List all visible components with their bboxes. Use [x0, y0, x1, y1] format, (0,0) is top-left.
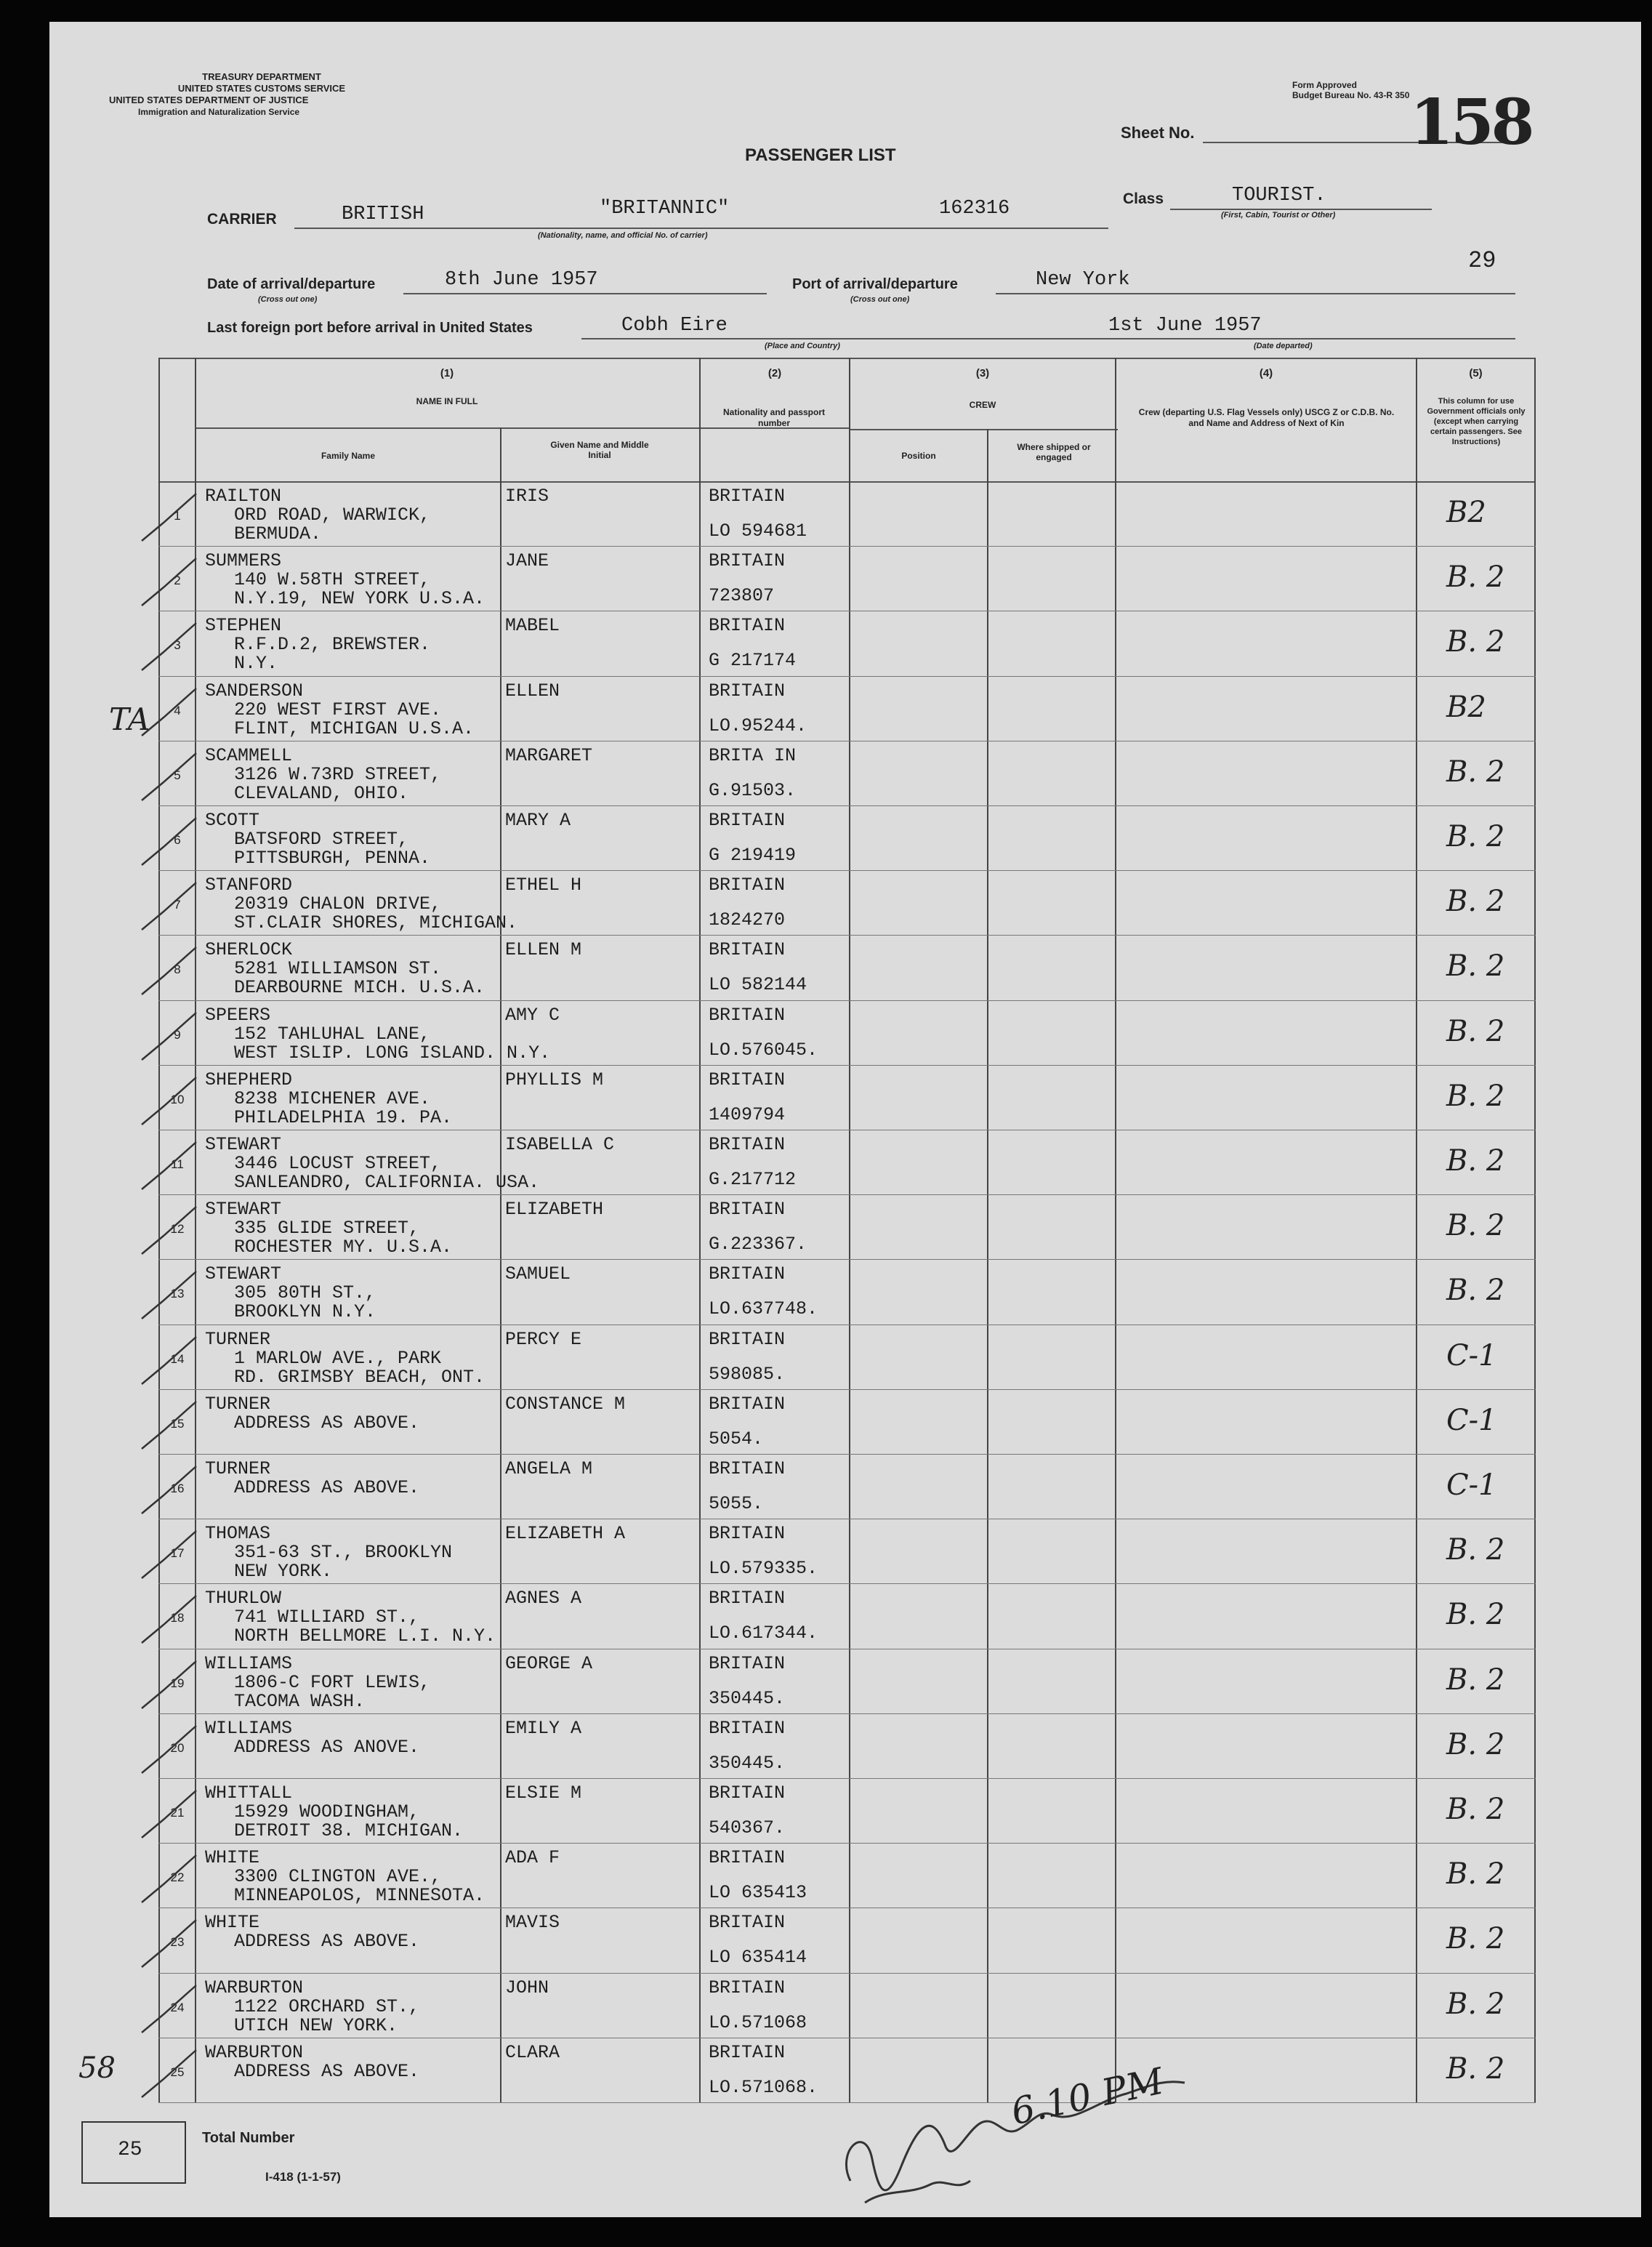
- class-caption: (First, Cabin, Tourist or Other): [1221, 211, 1336, 220]
- given-name: SAMUEL: [505, 1263, 571, 1285]
- nationality: BRITAIN: [709, 875, 786, 896]
- row-number: 13: [170, 1287, 185, 1301]
- check-mark-icon: [134, 1982, 200, 2040]
- agency-block: [109, 71, 414, 118]
- nationality: BRITAIN: [709, 810, 786, 831]
- given-name: ISABELLA C: [505, 1134, 615, 1155]
- row-divider: [158, 1843, 1536, 1844]
- last-port-value: Cobh Eire: [621, 315, 728, 337]
- official-code: B. 2: [1446, 1015, 1505, 1048]
- given-name: JOHN: [505, 1977, 549, 1998]
- check-mark-icon: [134, 1592, 200, 1650]
- address-line-2: PITTSBURGH, PENNA.: [234, 848, 431, 869]
- address-line-2: SANLEANDRO, CALIFORNIA. USA.: [234, 1172, 540, 1193]
- given-name: MARGARET: [505, 745, 593, 766]
- row-number: 4: [174, 704, 181, 717]
- address-line-2: BROOKLYN N.Y.: [234, 1301, 376, 1322]
- sheet-number: 158: [1410, 86, 1532, 159]
- port-label: Port of arrival/departure: [792, 276, 958, 292]
- passport-number: 598085.: [709, 1364, 786, 1385]
- date-crossout-caption: (Cross out one): [258, 295, 318, 304]
- official-code: B2: [1446, 691, 1486, 724]
- passport-number: 1824270: [709, 909, 786, 930]
- nationality: BRITAIN: [709, 615, 786, 636]
- passport-number: LO.571068: [709, 2012, 807, 2033]
- nationality: BRITAIN: [709, 1069, 786, 1090]
- check-mark-icon: [134, 1333, 200, 1391]
- address-line-1: ORD ROAD, WARWICK,: [234, 505, 431, 526]
- address-line-2: DETROIT 38. MICHIGAN.: [234, 1820, 464, 1841]
- check-mark-icon: [134, 1657, 200, 1716]
- family-name: WARBURTON: [205, 2042, 304, 2063]
- row-number: 6: [174, 833, 181, 847]
- family-name: SCOTT: [205, 810, 260, 831]
- nationality: BRITAIN: [709, 1134, 786, 1155]
- official-code: B. 2: [1446, 1080, 1505, 1113]
- row-number: 10: [170, 1093, 185, 1106]
- address-line-1: 1 MARLOW AVE., PARK: [234, 1348, 442, 1369]
- arrival-date: 8th June 1957: [445, 269, 598, 291]
- row-number: 25: [170, 2065, 185, 2079]
- family-name: STANFORD: [205, 875, 293, 896]
- address-line-2: N.Y.: [234, 653, 278, 674]
- passport-number: LO.571068.: [709, 2077, 818, 2098]
- address-line-1: 305 80TH ST.,: [234, 1282, 376, 1303]
- address-line-2: CLEVALAND, OHIO.: [234, 783, 409, 804]
- carrier-label: CARRIER: [207, 211, 277, 228]
- carrier-caption: (Nationality, name, and official No. of carrier): [538, 231, 708, 240]
- address-line-1: 3446 LOCUST STREET,: [234, 1153, 442, 1174]
- given-name: MAVIS: [505, 1912, 560, 1933]
- check-mark-icon: [134, 1787, 200, 1845]
- row-number: 9: [174, 1028, 181, 1042]
- check-mark-icon: [134, 1527, 200, 1585]
- official-code: B. 2: [1446, 1922, 1505, 1955]
- row-divider: [158, 1454, 1536, 1455]
- official-code: B. 2: [1446, 1793, 1505, 1826]
- given-name: CONSTANCE M: [505, 1394, 626, 1415]
- family-name: SHERLOCK: [205, 939, 293, 960]
- check-mark-icon: [134, 1463, 200, 1521]
- check-mark-icon: [134, 1009, 200, 1067]
- col4-number: (4): [1259, 367, 1273, 379]
- address-line-2: N.Y.19, NEW YORK U.S.A.: [234, 588, 485, 609]
- nationality: BRITAIN: [709, 1718, 786, 1739]
- row-number: 20: [170, 1741, 185, 1755]
- nationality: BRITAIN: [709, 1912, 786, 1933]
- row-divider: [158, 676, 1536, 677]
- handwritten-number: 29: [1468, 247, 1496, 274]
- row-divider: [158, 1778, 1536, 1779]
- nationality: BRITAIN: [709, 680, 786, 702]
- family-name-header: Family Name: [321, 451, 376, 461]
- row-number: 21: [170, 1806, 185, 1820]
- passport-number: LO.637748.: [709, 1298, 818, 1319]
- nationality: BRITAIN: [709, 939, 786, 960]
- official-code: C-1: [1446, 1468, 1497, 1502]
- row-divider: [158, 1000, 1536, 1001]
- family-name: STEWART: [205, 1263, 282, 1285]
- port-value: New York: [1036, 269, 1130, 291]
- signature-date: 6.10 PM: [1007, 2059, 1167, 2134]
- family-name: STEWART: [205, 1134, 282, 1155]
- nationality: BRITAIN: [709, 1263, 786, 1285]
- address-line-2: BERMUDA.: [234, 523, 322, 544]
- passport-number: 723807: [709, 585, 775, 606]
- passport-number: G 217174: [709, 650, 797, 671]
- position-header: Position: [901, 451, 936, 461]
- family-name: THURLOW: [205, 1588, 282, 1609]
- col2-title: Nationality and passport number: [722, 407, 826, 428]
- given-name: ETHEL H: [505, 875, 582, 896]
- row-number: 23: [170, 1935, 185, 1949]
- row-number: 5: [174, 768, 181, 782]
- given-name: EMILY A: [505, 1718, 582, 1739]
- family-name: THOMAS: [205, 1523, 271, 1544]
- given-name: ANGELA M: [505, 1458, 593, 1479]
- row-divider: [158, 546, 1536, 547]
- check-mark-icon: [134, 555, 200, 613]
- carrier-official-no: 162316: [939, 198, 1010, 220]
- passport-number: LO 635413: [709, 1882, 807, 1903]
- passport-number: 350445.: [709, 1688, 786, 1709]
- row-number: 8: [174, 962, 181, 976]
- row-number: 19: [170, 1676, 185, 1690]
- col3-number: (3): [975, 367, 990, 379]
- row-number: 11: [171, 1157, 184, 1171]
- given-name: ELIZABETH A: [505, 1523, 626, 1544]
- given-name: GEORGE A: [505, 1653, 593, 1674]
- passport-number: G 219419: [709, 845, 797, 866]
- passport-number: G.91503.: [709, 780, 797, 801]
- family-name: TURNER: [205, 1329, 271, 1350]
- official-code: B. 2: [1446, 1144, 1505, 1178]
- margin-note-ta: TA: [109, 702, 150, 737]
- family-name: WHITE: [205, 1912, 260, 1933]
- given-name: CLARA: [505, 2042, 560, 2063]
- agency-line: UNITED STATES CUSTOMS SERVICE: [177, 83, 346, 94]
- row-number: 16: [170, 1482, 185, 1495]
- passport-number: 540367.: [709, 1817, 786, 1838]
- family-name: SPEERS: [205, 1005, 271, 1026]
- address-line-1: ADDRESS AS ABOVE.: [234, 1477, 420, 1498]
- check-mark-icon: [134, 2046, 200, 2105]
- official-code: B. 2: [1446, 1274, 1505, 1307]
- address-line-1: 140 W.58TH STREET,: [234, 569, 431, 590]
- address-line-1: ADDRESS AS ABOVE.: [234, 1931, 420, 1952]
- family-name: WHITE: [205, 1847, 260, 1868]
- official-code: B2: [1446, 496, 1486, 529]
- check-mark-icon: [134, 944, 200, 1002]
- row-divider: [158, 1389, 1536, 1390]
- nationality: BRITAIN: [709, 1005, 786, 1026]
- check-mark-icon: [134, 1268, 200, 1326]
- nationality: BRITAIN: [709, 1847, 786, 1868]
- row-number: 14: [170, 1352, 185, 1366]
- passport-number: 5054.: [709, 1428, 764, 1450]
- address-line-2: MINNEAPOLOS, MINNESOTA.: [234, 1885, 485, 1906]
- given-name: ELLEN: [505, 680, 560, 702]
- col3-title: CREW: [969, 400, 996, 410]
- row-divider: [158, 1713, 1536, 1714]
- given-name: PERCY E: [505, 1329, 582, 1350]
- address-line-1: 3126 W.73RD STREET,: [234, 764, 442, 785]
- given-name: ELSIE M: [505, 1782, 582, 1804]
- family-name: RAILTON: [205, 486, 282, 507]
- row-divider: [158, 870, 1536, 871]
- official-code: B. 2: [1446, 1533, 1505, 1567]
- address-line-2: DEARBOURNE MICH. U.S.A.: [234, 977, 485, 998]
- passport-number: LO 635414: [709, 1947, 807, 1968]
- col5-number: (5): [1469, 367, 1483, 379]
- row-number: 15: [170, 1417, 185, 1431]
- nationality: BRITAIN: [709, 1653, 786, 1674]
- given-name: ELLEN M: [505, 939, 582, 960]
- class-value: TOURIST.: [1232, 185, 1326, 206]
- total-box: [81, 2121, 186, 2184]
- row-number: 17: [170, 1546, 185, 1560]
- col1-number: (1): [440, 367, 454, 379]
- col4-title: Crew (departing U.S. Flag Vessels only) USCG Z or C.D.B. No. and Name and Address of Next of Kin: [1138, 407, 1395, 428]
- check-mark-icon: [134, 1074, 200, 1132]
- row-number: 22: [170, 1870, 185, 1884]
- address-line-1: ADDRESS AS ABOVE.: [234, 1412, 420, 1434]
- official-code: B. 2: [1446, 1987, 1505, 2021]
- check-mark-icon: [134, 1916, 200, 1974]
- budget-bureau: Budget Bureau No. 43-R 350: [1292, 90, 1410, 100]
- family-name: SHEPHERD: [205, 1069, 293, 1090]
- margin-note-58: 58: [78, 2051, 116, 2085]
- address-line-2: UTICH NEW YORK.: [234, 2015, 398, 2036]
- given-name: IRIS: [505, 486, 549, 507]
- passport-number: LO 594681: [709, 520, 807, 542]
- address-line-1: ADDRESS AS ANOVE.: [234, 1737, 420, 1758]
- row-divider: [158, 1065, 1536, 1066]
- family-name: SUMMERS: [205, 550, 282, 571]
- nationality: BRITAIN: [709, 1523, 786, 1544]
- given-name: ADA F: [505, 1847, 560, 1868]
- address-line-1: 351-63 ST., BROOKLYN: [234, 1542, 453, 1563]
- col5-title: This column for use Government officials only (except when carrying certain passengers. See Instructions): [1427, 397, 1526, 446]
- official-code: B. 2: [1446, 625, 1505, 659]
- address-line-2: NEW YORK.: [234, 1561, 333, 1582]
- official-code: C-1: [1446, 1404, 1497, 1437]
- address-line-1: 152 TAHLUHAL LANE,: [234, 1024, 431, 1045]
- row-divider: [158, 805, 1536, 806]
- given-name: ELIZABETH: [505, 1199, 604, 1220]
- last-port-label: Last foreign port before arrival in United States: [207, 320, 533, 336]
- given-name: JANE: [505, 550, 549, 571]
- address-line-1: 8238 MICHENER AVE.: [234, 1088, 431, 1109]
- col2-number: (2): [767, 367, 782, 379]
- date-departed-caption: (Date departed): [1254, 342, 1313, 350]
- class-label: Class: [1123, 190, 1164, 207]
- check-mark-icon: [134, 1203, 200, 1261]
- passport-number: LO.617344.: [709, 1623, 818, 1644]
- given-name: PHYLLIS M: [505, 1069, 604, 1090]
- nationality: BRITAIN: [709, 1977, 786, 1998]
- official-code: B. 2: [1446, 949, 1505, 983]
- agency-line: TREASURY DEPARTMENT: [202, 71, 321, 82]
- row-number: 7: [174, 898, 181, 912]
- address-line-2: ST.CLAIR SHORES, MICHIGAN.: [234, 912, 518, 933]
- address-line-2: TACOMA WASH.: [234, 1691, 366, 1712]
- family-name: WARBURTON: [205, 1977, 304, 1998]
- official-code: B. 2: [1446, 820, 1505, 853]
- address-line-2: NORTH BELLMORE L.I. N.Y.: [234, 1625, 496, 1647]
- passport-number: G.217712: [709, 1169, 797, 1190]
- nationality: BRITAIN: [709, 1458, 786, 1479]
- where-shipped-header: Where shipped or engaged: [1017, 442, 1091, 462]
- passport-number: LO.579335.: [709, 1558, 818, 1579]
- row-divider: [158, 1973, 1536, 1974]
- row-divider: [158, 1194, 1536, 1195]
- family-name: STEPHEN: [205, 615, 282, 636]
- family-name: WILLIAMS: [205, 1718, 293, 1739]
- address-line-1: 220 WEST FIRST AVE.: [234, 699, 442, 720]
- given-name-header: Given Name and Middle Initial: [550, 440, 649, 460]
- official-code: B. 2: [1446, 1728, 1505, 1761]
- address-line-2: FLINT, MICHIGAN U.S.A.: [234, 718, 475, 739]
- address-line-1: 1122 ORCHARD ST.,: [234, 1996, 420, 2017]
- check-mark-icon: [134, 749, 200, 808]
- nationality: BRITAIN: [709, 486, 786, 507]
- address-line-1: ADDRESS AS ABOVE.: [234, 2061, 420, 2082]
- family-name: WHITTALL: [205, 1782, 293, 1804]
- total-value: 25: [118, 2139, 142, 2161]
- address-line-2: ROCHESTER MY. U.S.A.: [234, 1237, 453, 1258]
- address-line-1: 1806-C FORT LEWIS,: [234, 1672, 431, 1693]
- agency-line: Immigration and Naturalization Service: [138, 107, 300, 117]
- row-divider: [158, 935, 1536, 936]
- col1-title: NAME IN FULL: [416, 396, 478, 406]
- official-code: B. 2: [1446, 1598, 1505, 1631]
- family-name: SANDERSON: [205, 680, 304, 702]
- last-port-caption: (Place and Country): [765, 342, 840, 350]
- nationality: BRITAIN: [709, 550, 786, 571]
- passport-number: G.223367.: [709, 1234, 807, 1255]
- passport-number: 1409794: [709, 1104, 786, 1125]
- official-code: C-1: [1446, 1339, 1497, 1372]
- official-code: B. 2: [1446, 1209, 1505, 1242]
- nationality: BRITA IN: [709, 745, 797, 766]
- carrier-name: "BRITANNIC": [600, 198, 730, 220]
- official-code: B. 2: [1446, 755, 1505, 789]
- check-mark-icon: [134, 490, 200, 548]
- date-label: Date of arrival/departure: [207, 276, 376, 292]
- address-line-1: R.F.D.2, BREWSTER.: [234, 634, 431, 655]
- address-line-1: 20319 CHALON DRIVE,: [234, 893, 442, 915]
- official-code: B. 2: [1446, 2052, 1505, 2086]
- nationality: BRITAIN: [709, 1329, 786, 1350]
- family-name: SCAMMELL: [205, 745, 293, 766]
- family-name: WILLIAMS: [205, 1653, 293, 1674]
- official-code: B. 2: [1446, 560, 1505, 594]
- passport-number: 5055.: [709, 1493, 764, 1514]
- address-line-1: 15929 WOODINGHAM,: [234, 1801, 420, 1822]
- passport-number: LO.95244.: [709, 715, 807, 736]
- row-number: 1: [174, 509, 181, 523]
- check-mark-icon: [134, 1852, 200, 1910]
- check-mark-icon: [134, 1398, 200, 1456]
- check-mark-icon: [134, 1138, 200, 1197]
- address-line-1: 335 GLIDE STREET,: [234, 1218, 420, 1239]
- address-line-1: 5281 WILLIAMSON ST.: [234, 958, 442, 979]
- carrier-nationality: BRITISH: [342, 204, 424, 225]
- row-number: 18: [170, 1611, 185, 1625]
- family-name: TURNER: [205, 1394, 271, 1415]
- address-line-2: WEST ISLIP. LONG ISLAND. N.Y.: [234, 1042, 551, 1064]
- address-line-1: 3300 CLINGTON AVE.,: [234, 1866, 442, 1887]
- check-mark-icon: [134, 814, 200, 872]
- family-name: STEWART: [205, 1199, 282, 1220]
- address-line-1: BATSFORD STREET,: [234, 829, 409, 850]
- passport-number: 350445.: [709, 1753, 786, 1774]
- given-name: AGNES A: [505, 1588, 582, 1609]
- agency-line: UNITED STATES DEPARTMENT OF JUSTICE: [109, 95, 309, 105]
- given-name: AMY C: [505, 1005, 560, 1026]
- official-code: B. 2: [1446, 1857, 1505, 1891]
- row-divider: [158, 1259, 1536, 1260]
- row-number: 12: [170, 1222, 185, 1236]
- nationality: BRITAIN: [709, 1394, 786, 1415]
- address-line-1: 741 WILLIARD ST.,: [234, 1607, 420, 1628]
- form-number: I-418 (1-1-57): [265, 2170, 341, 2184]
- address-line-2: PHILADELPHIA 19. PA.: [234, 1107, 453, 1128]
- row-number: 24: [170, 2001, 185, 2014]
- nationality: BRITAIN: [709, 1588, 786, 1609]
- row-divider: [158, 1583, 1536, 1584]
- date-departed: 1st June 1957: [1108, 315, 1262, 337]
- port-crossout-caption: (Cross out one): [850, 295, 910, 304]
- official-code: B. 2: [1446, 1663, 1505, 1697]
- nationality: BRITAIN: [709, 1199, 786, 1220]
- nationality: BRITAIN: [709, 2042, 786, 2063]
- passport-number: LO 582144: [709, 974, 807, 995]
- form-approved-block: [1292, 80, 1409, 100]
- nationality: BRITAIN: [709, 1782, 786, 1804]
- row-number: 2: [174, 574, 181, 587]
- total-label: Total Number: [202, 2130, 295, 2146]
- official-code: B. 2: [1446, 885, 1505, 918]
- check-mark-icon: [134, 619, 200, 678]
- sheet-label: Sheet No.: [1121, 124, 1195, 142]
- check-mark-icon: [134, 879, 200, 937]
- row-number: 3: [174, 638, 181, 652]
- form-approved: Form Approved: [1292, 80, 1357, 90]
- family-name: TURNER: [205, 1458, 271, 1479]
- page-title: PASSENGER LIST: [745, 145, 896, 165]
- check-mark-icon: [134, 1722, 200, 1780]
- given-name: MABEL: [505, 615, 560, 636]
- given-name: MARY A: [505, 810, 571, 831]
- address-line-2: RD. GRIMSBY BEACH, ONT.: [234, 1367, 485, 1388]
- passport-number: LO.576045.: [709, 1040, 818, 1061]
